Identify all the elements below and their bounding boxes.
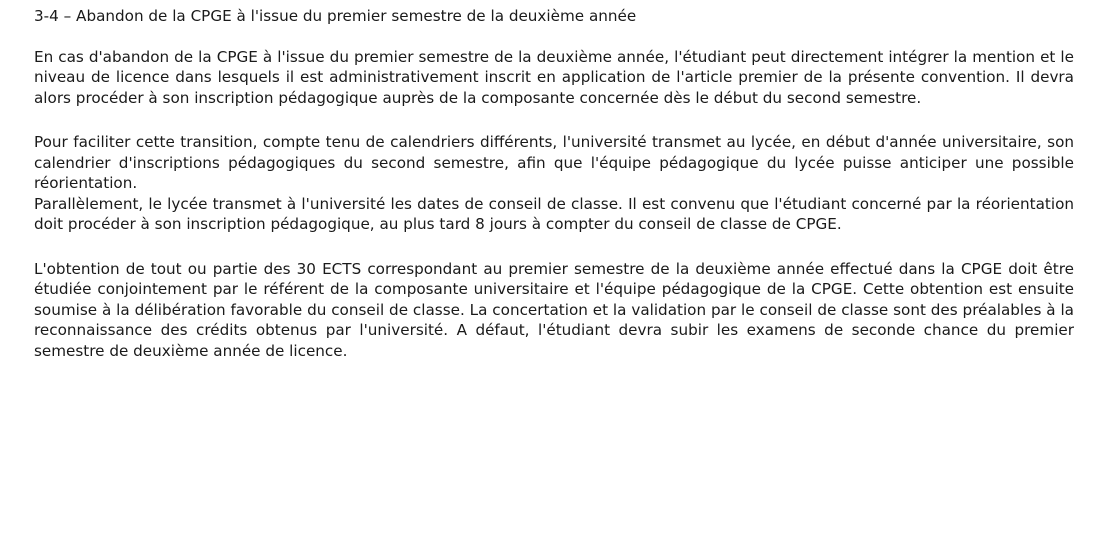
paragraph-ects: L'obtention de tout ou partie des 30 ECTS correspondant au premier semestre de la deuxième année effectué dans la CPGE doit être étudiée conjointement par le référent de la composante universitaire et l'équipe pédagogique de la CPGE. Cette obtention est ensuite soumise à la délibération favorable du conseil de classe. La concertation et la validation par le conseil de classe sont des préalables à la reconnaissance des crédits obtenus par l'université. A défaut, l'étudiant devra subir les examens de seconde chance du premier semestre de deuxième année de licence.: [34, 259, 1074, 360]
section-heading: 3-4 – Abandon de la CPGE à l'issue du premier semestre de la deuxième année: [34, 7, 637, 25]
paragraph-transition: Pour faciliter cette transition, compte tenu de calendriers différents, l'université transmet au lycée, en début d'année universitaire, son calendrier d'inscriptions pédagogiques du second semestre, afin que l'équipe pédagogique du lycée puisse anticiper une possible réorientation.: [34, 133, 1074, 192]
paragraph-abandon: En cas d'abandon de la CPGE à l'issue du premier semestre de la deuxième année, l'étudiant peut directement intégrer la mention et le niveau de licence dans lesquels il est administrativement inscrit en application de l'article premier de la présente convention. Il devra alors procéder à son inscription pédagogique auprès de la composante concernée dès le début du second semestre.: [34, 47, 1074, 107]
paragraph-conseil-de-classe: Parallèlement, le lycée transmet à l'université les dates de conseil de classe. Il est convenu que l'étudiant concerné par la réorientation doit procéder à son inscription pédagogique, au plus tard 8 jours à compter du conseil de classe de CPGE.: [34, 194, 1074, 233]
document-page: [34, 0, 1074, 361]
